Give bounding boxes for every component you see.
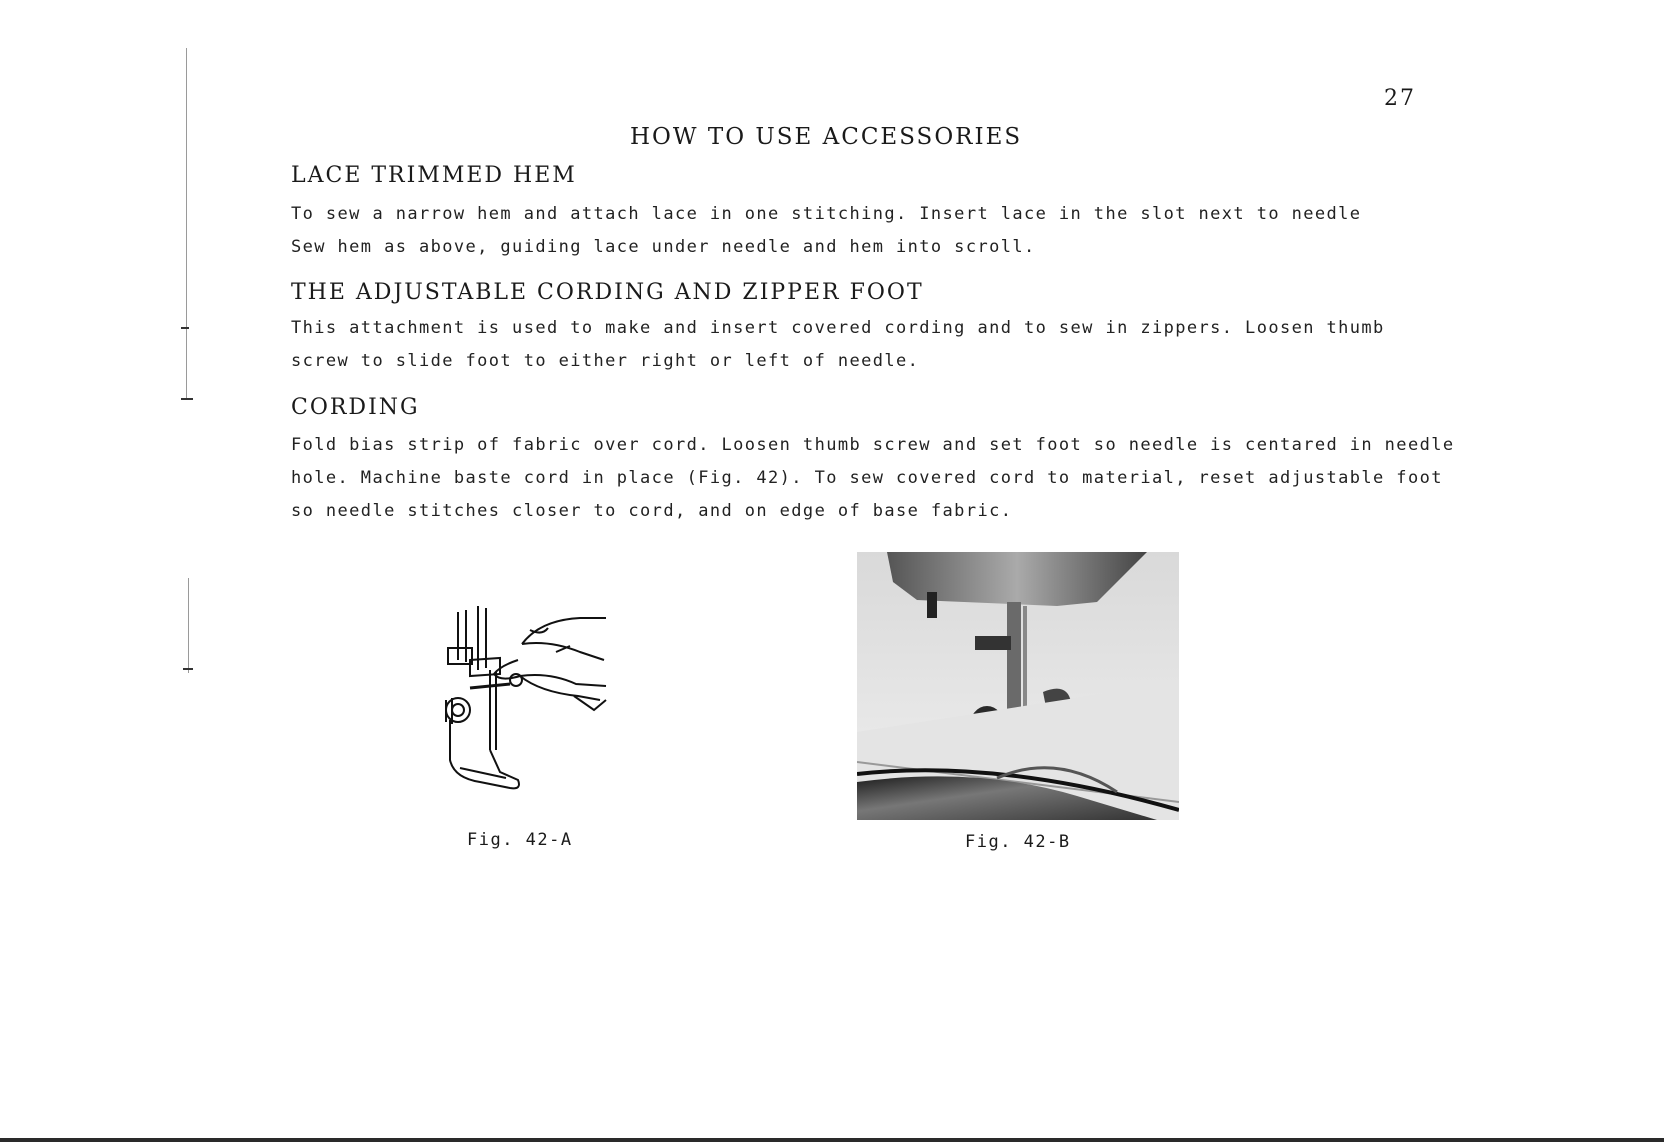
margin-line-bottom — [188, 578, 189, 673]
cording-foot-drawing-icon — [430, 600, 610, 800]
figure-42a-illustration — [430, 600, 610, 800]
figure-42a-caption: Fig. 42-A — [467, 830, 573, 850]
margin-line-top — [186, 48, 187, 398]
body-text-line: Sew hem as above, guiding lace under needle and hem into scroll. — [291, 237, 1036, 257]
body-text-line: This attachment is used to make and insert covered cording and to sew in zippers. Loosen thumb — [291, 318, 1385, 338]
body-text-line: screw to slide foot to either right or left of needle. — [291, 351, 920, 371]
page-number: 27 — [1384, 86, 1416, 111]
bottom-border — [0, 1138, 1664, 1142]
body-text-line: Fold bias strip of fabric over cord. Loosen thumb screw and set foot so needle is centared in needle — [291, 435, 1455, 455]
margin-tick — [183, 668, 193, 670]
body-text-line: so needle stitches closer to cord, and on edge of base fabric. — [291, 501, 1013, 521]
body-text-line: To sew a narrow hem and attach lace in one stitching. Insert lace in the slot next to needle — [291, 204, 1362, 224]
section-heading-cording: CORDING — [291, 395, 420, 420]
figure-42b-caption: Fig. 42-B — [965, 832, 1071, 852]
figure-42b-photo — [857, 552, 1179, 820]
section-heading-cording-zipper-foot: THE ADJUSTABLE CORDING AND ZIPPER FOOT — [291, 280, 924, 305]
margin-tick — [181, 327, 189, 329]
machine-photo-icon — [857, 552, 1179, 820]
body-text-line: hole. Machine baste cord in place (Fig. 42). To sew covered cord to material, reset adjustable foot — [291, 468, 1443, 488]
section-heading-lace-trimmed-hem: LACE TRIMMED HEM — [291, 163, 577, 188]
page-title: HOW TO USE ACCESSORIES — [630, 124, 1023, 150]
margin-tick — [181, 398, 193, 400]
